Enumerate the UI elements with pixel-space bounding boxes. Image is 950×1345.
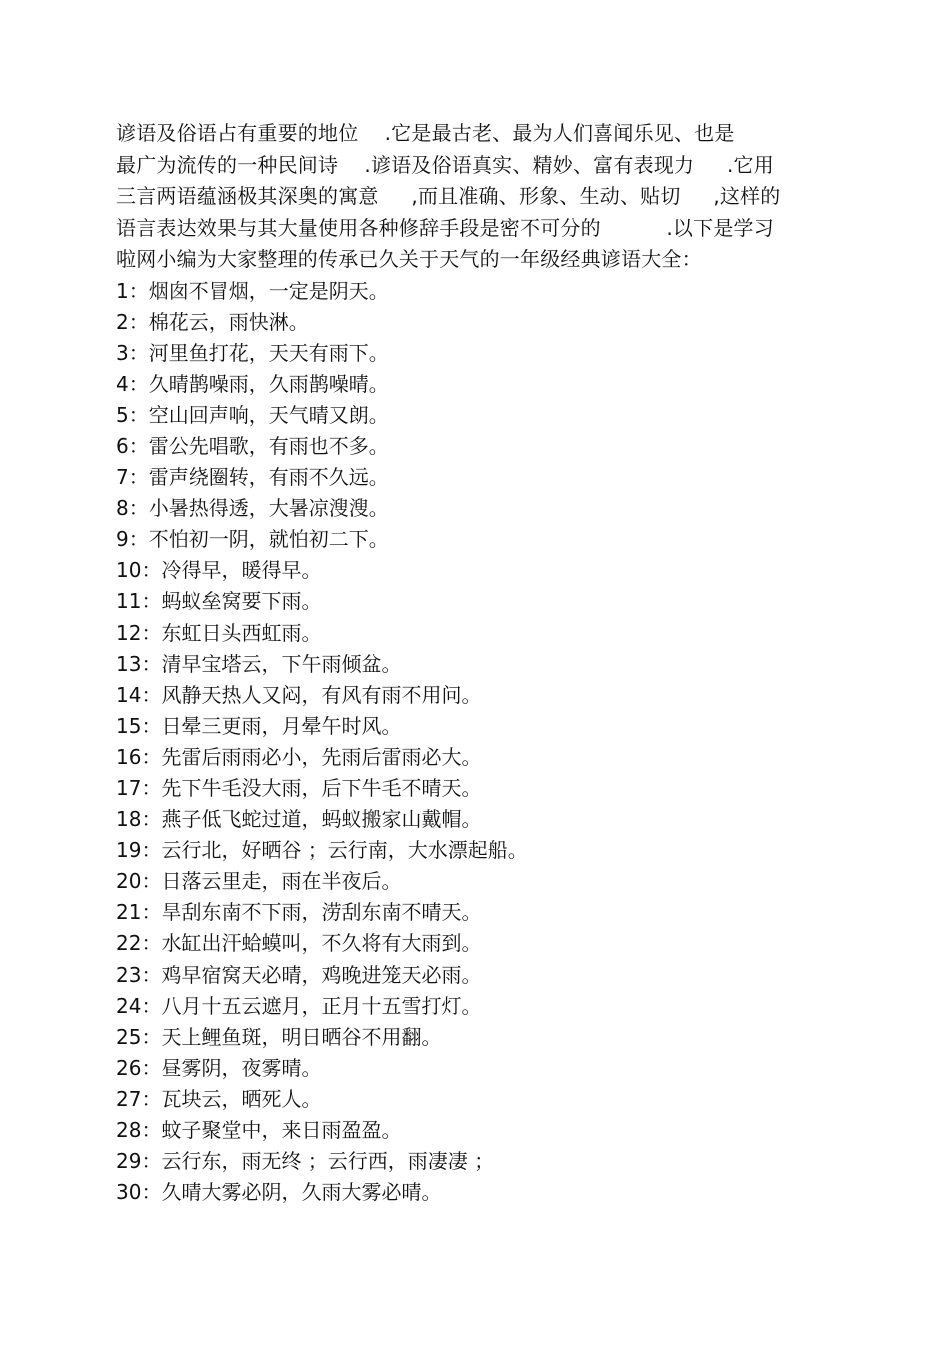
proverb-item: 21：旱刮东南不下雨，涝刮东南不晴天。 — [116, 900, 482, 925]
proverb-item: 2：棉花云，雨快淋。 — [116, 309, 309, 334]
proverb-item: 14：风静天热人又闷，有风有雨不用问。 — [116, 682, 482, 707]
proverb-item: 26：昼雾阴，夜雾晴。 — [116, 1055, 322, 1080]
proverb-item: 10：冷得早，暖得早。 — [116, 558, 322, 583]
intro-line: 三言两语蕴涵极其深奥的寓意 ,而且准确、形象、生动、贴切 ,这样的 — [116, 184, 781, 208]
proverb-item: 7：雷声绕圈转，有雨不久远。 — [116, 465, 389, 490]
document-page — [116, 118, 816, 1208]
proverb-item: 19：云行北，好晒谷 ；云行南，大水漂起船。 — [116, 838, 528, 863]
proverb-item: 13：清早宝塔云，下午雨倾盆。 — [116, 651, 402, 676]
proverb-item: 29：云行东，雨无终 ；云行西，雨凄凄 ； — [116, 1149, 495, 1174]
proverb-item: 4：久晴鹊噪雨，久雨鹊噪晴。 — [116, 371, 389, 396]
proverb-item: 25：天上鲤鱼斑，明日晒谷不用翻。 — [116, 1024, 442, 1049]
proverb-item: 6：雷公先唱歌，有雨也不多。 — [116, 433, 389, 458]
proverb-item: 22：水缸出汗蛤蟆叫，不久将有大雨到。 — [116, 931, 482, 956]
intro-line: 语言表达效果与其大量使用各种修辞手段是密不可分的 .以下是学习 — [116, 215, 774, 240]
proverb-item: 12：东虹日头西虹雨。 — [116, 620, 322, 645]
proverb-item: 1：烟囱不冒烟，一定是阴天。 — [116, 278, 389, 303]
intro-line: 最广为流传的一种民间诗 .谚语及俗语真实、精妙、富有表现力 .它用 — [116, 152, 774, 177]
proverb-item: 16：先雷后雨雨必小，先雨后雷雨必大。 — [116, 744, 482, 769]
intro-line: 啦网小编为大家整理的传承已久关于天气的一年级经典谚语大全： — [116, 247, 702, 271]
proverb-item: 11：蚂蚁垒窝要下雨。 — [116, 589, 322, 614]
proverb-item: 8：小暑热得透，大暑凉溲溲。 — [116, 496, 389, 521]
proverb-item: 5：空山回声响，天气晴又朗。 — [116, 402, 389, 427]
proverb-item: 9：不怕初一阴，就怕初二下。 — [116, 527, 389, 552]
proverb-item: 17：先下牛毛没大雨，后下牛毛不晴天。 — [116, 776, 482, 800]
proverb-item: 30：久晴大雾必阴，久雨大雾必晴。 — [116, 1180, 442, 1205]
proverb-item: 18：燕子低飞蛇过道，蚂蚁搬家山戴帽。 — [116, 807, 482, 832]
proverb-list — [116, 276, 816, 1209]
proverb-item: 24：八月十五云遮月，正月十五雪打灯。 — [116, 993, 482, 1018]
proverb-item: 28：蚊子聚堂中，来日雨盈盈。 — [116, 1118, 402, 1143]
proverb-item: 3：河里鱼打花，天天有雨下。 — [116, 340, 389, 365]
proverb-item: 20：日落云里走，雨在半夜后。 — [116, 869, 402, 894]
proverb-item: 15：日晕三更雨，月晕午时风。 — [116, 713, 402, 738]
proverb-item: 27：瓦块云，晒死人。 — [116, 1086, 322, 1111]
proverb-item: 23：鸡早宿窝天必晴，鸡晚进笼天必雨。 — [116, 962, 482, 987]
intro-line: 谚语及俗语占有重要的地位 .它是最古老、最为人们喜闻乐见、也是 — [116, 121, 735, 145]
intro-paragraph — [116, 118, 816, 276]
